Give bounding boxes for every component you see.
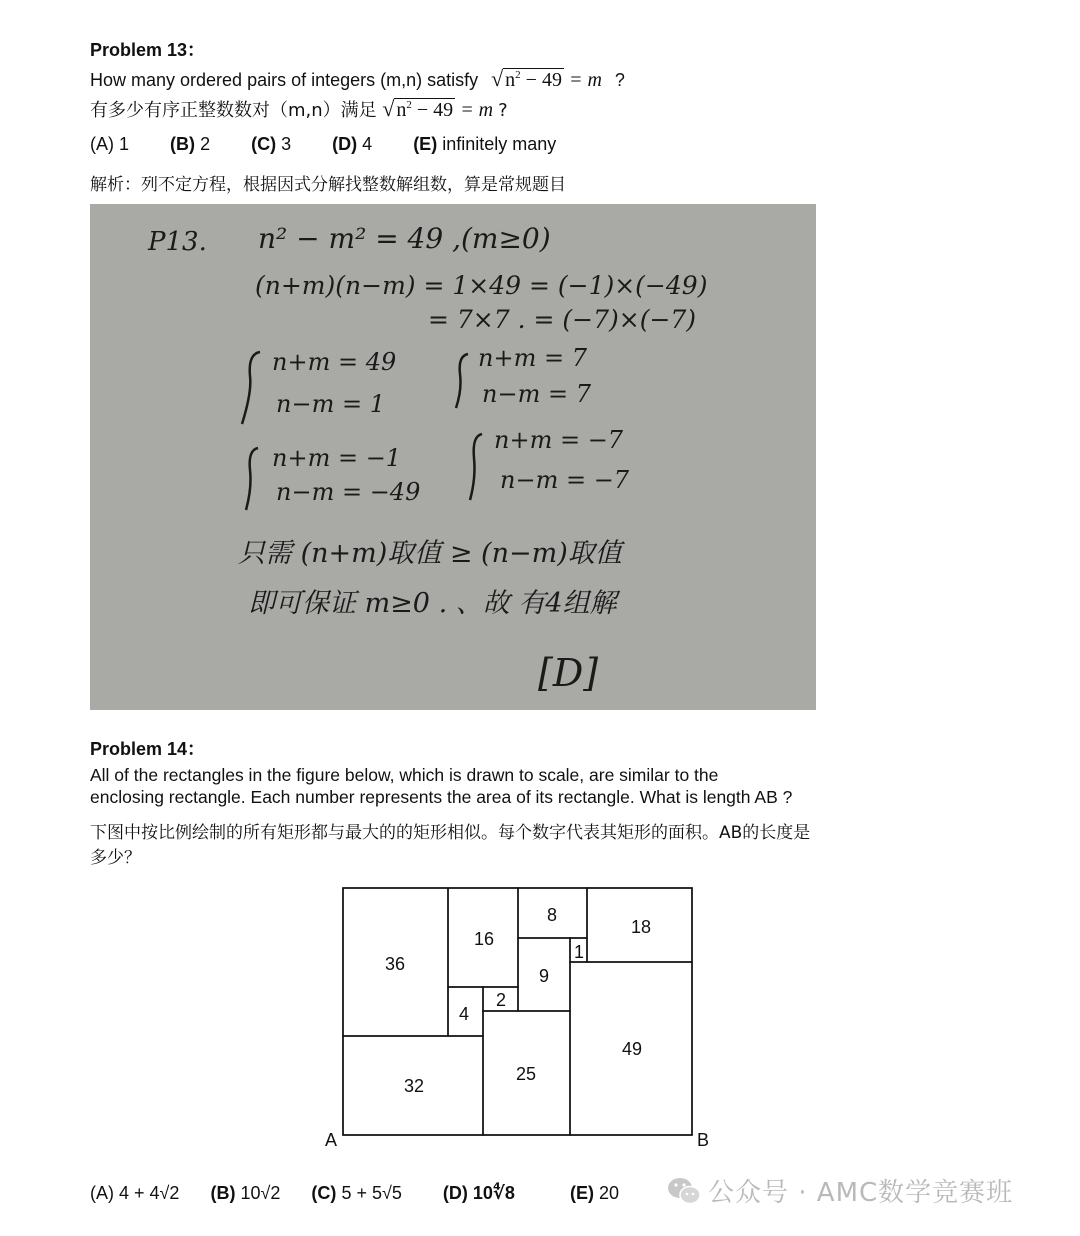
area-label-25: 25 — [516, 1064, 537, 1084]
area-label-49: 49 — [622, 1039, 643, 1059]
area-label-36: 36 — [385, 954, 406, 974]
hw-system-3b: n−m = −49 — [276, 478, 421, 506]
hw-system-2b: n−m = 7 — [482, 380, 591, 408]
problem-13-title: Problem 13： — [90, 40, 206, 60]
problem-14-chinese-line-2: 多少？ — [90, 848, 141, 868]
wechat-icon — [666, 1174, 702, 1208]
hw-system-1b: n−m = 1 — [276, 390, 385, 418]
problem-13-chinese-question: 有多少有序正整数数对（m,n）满足 √ $n^2 - 49 = m$ ? — [90, 96, 508, 121]
problem-14-choices — [90, 1183, 619, 1204]
problem-13-english-text: How many ordered pairs of integers (m,n) satisfy — [90, 70, 479, 90]
problem-14-chinese-line-1: 下图中按比例绘制的所有矩形都与最大的的矩形相似。每个数字代表其矩形的面积。AB的长度是 — [90, 823, 811, 843]
problem-13-equation-cn: √ $n^2 - 49 = m$ — [382, 96, 494, 121]
choice-c: (C) 5 + 5√5 — [311, 1183, 402, 1203]
hw-note-1: 只需 (n+m)取值 ≥ (n−m)取值 — [238, 538, 622, 569]
area-label-1: 1 — [574, 942, 585, 962]
area-label-9: 9 — [539, 966, 550, 986]
choice-e: (E) infinitely many — [413, 134, 557, 154]
hw-system-3a: n+m = −1 — [272, 444, 402, 472]
hw-system-4a: n+m = −7 — [494, 426, 624, 454]
hw-line-3: = 7×7 . = (−7)×(−7) — [428, 305, 697, 334]
problem-13-analysis: 解析：列不定方程，根据因式分解找整数解组数，算是常规题目 — [90, 175, 566, 195]
choice-a: (A) 1 — [90, 134, 130, 154]
choice-e: (E) 20 — [569, 1183, 620, 1203]
hw-line-1: n² − m² = 49 ,(m≥0) — [258, 222, 551, 255]
hw-note-2: 即可保证 m≥0 . 、故 有4组解 — [248, 588, 617, 619]
area-label-4: 4 — [459, 1004, 470, 1024]
choice-d: (D) 4 — [332, 134, 373, 154]
choice-c: (C) 3 — [251, 134, 292, 154]
area-label-8: 8 — [547, 905, 558, 925]
choice-b: (B) 10√2 — [210, 1183, 281, 1203]
choice-b: (B) 2 — [170, 134, 211, 154]
choice-a: (A) 4 + 4√2 — [90, 1183, 180, 1203]
hw-line-2: (n+m)(n−m) = 1×49 = (−1)×(−49) — [255, 271, 708, 300]
problem-13-english-question: How many ordered pairs of integers (m,n) satisfy √ $n^2 - 49 = m$ ? — [90, 66, 625, 91]
watermark: 公众号 · AMC数学竞赛班 — [708, 1178, 1014, 1208]
area-label-32: 32 — [404, 1076, 425, 1096]
area-label-2: 2 — [496, 990, 507, 1010]
hw-system-4b: n−m = −7 — [500, 466, 630, 494]
problem-13-equation: √ $n^2 - 49 = m$ — [491, 66, 602, 91]
hw-system-2a: n+m = 7 — [478, 344, 587, 372]
square-root: √ $n^2 - 49$ — [491, 66, 562, 91]
problem-13-chinese-text: 有多少有序正整数数对（m,n）满足 — [90, 100, 377, 121]
point-b-label: B — [697, 1130, 710, 1150]
problem-14-english-line-2: enclosing rectangle. Each number represents the area of its rectangle. What is length AB ? — [90, 787, 793, 807]
area-label-16: 16 — [474, 929, 495, 949]
area-label-18: 18 — [631, 917, 652, 937]
problem-14-english-line-1: All of the rectangles in the figure below, which is drawn to scale, are similar to the — [90, 765, 719, 785]
hw-system-1a: n+m = 49 — [272, 348, 397, 376]
problem-14-title: Problem 14： — [90, 739, 206, 759]
point-a-label: A — [325, 1130, 338, 1150]
hw-answer: [D] — [538, 651, 599, 695]
choice-d: (D) 10∜8 — [442, 1183, 515, 1203]
hw-label: P13. — [148, 227, 207, 257]
